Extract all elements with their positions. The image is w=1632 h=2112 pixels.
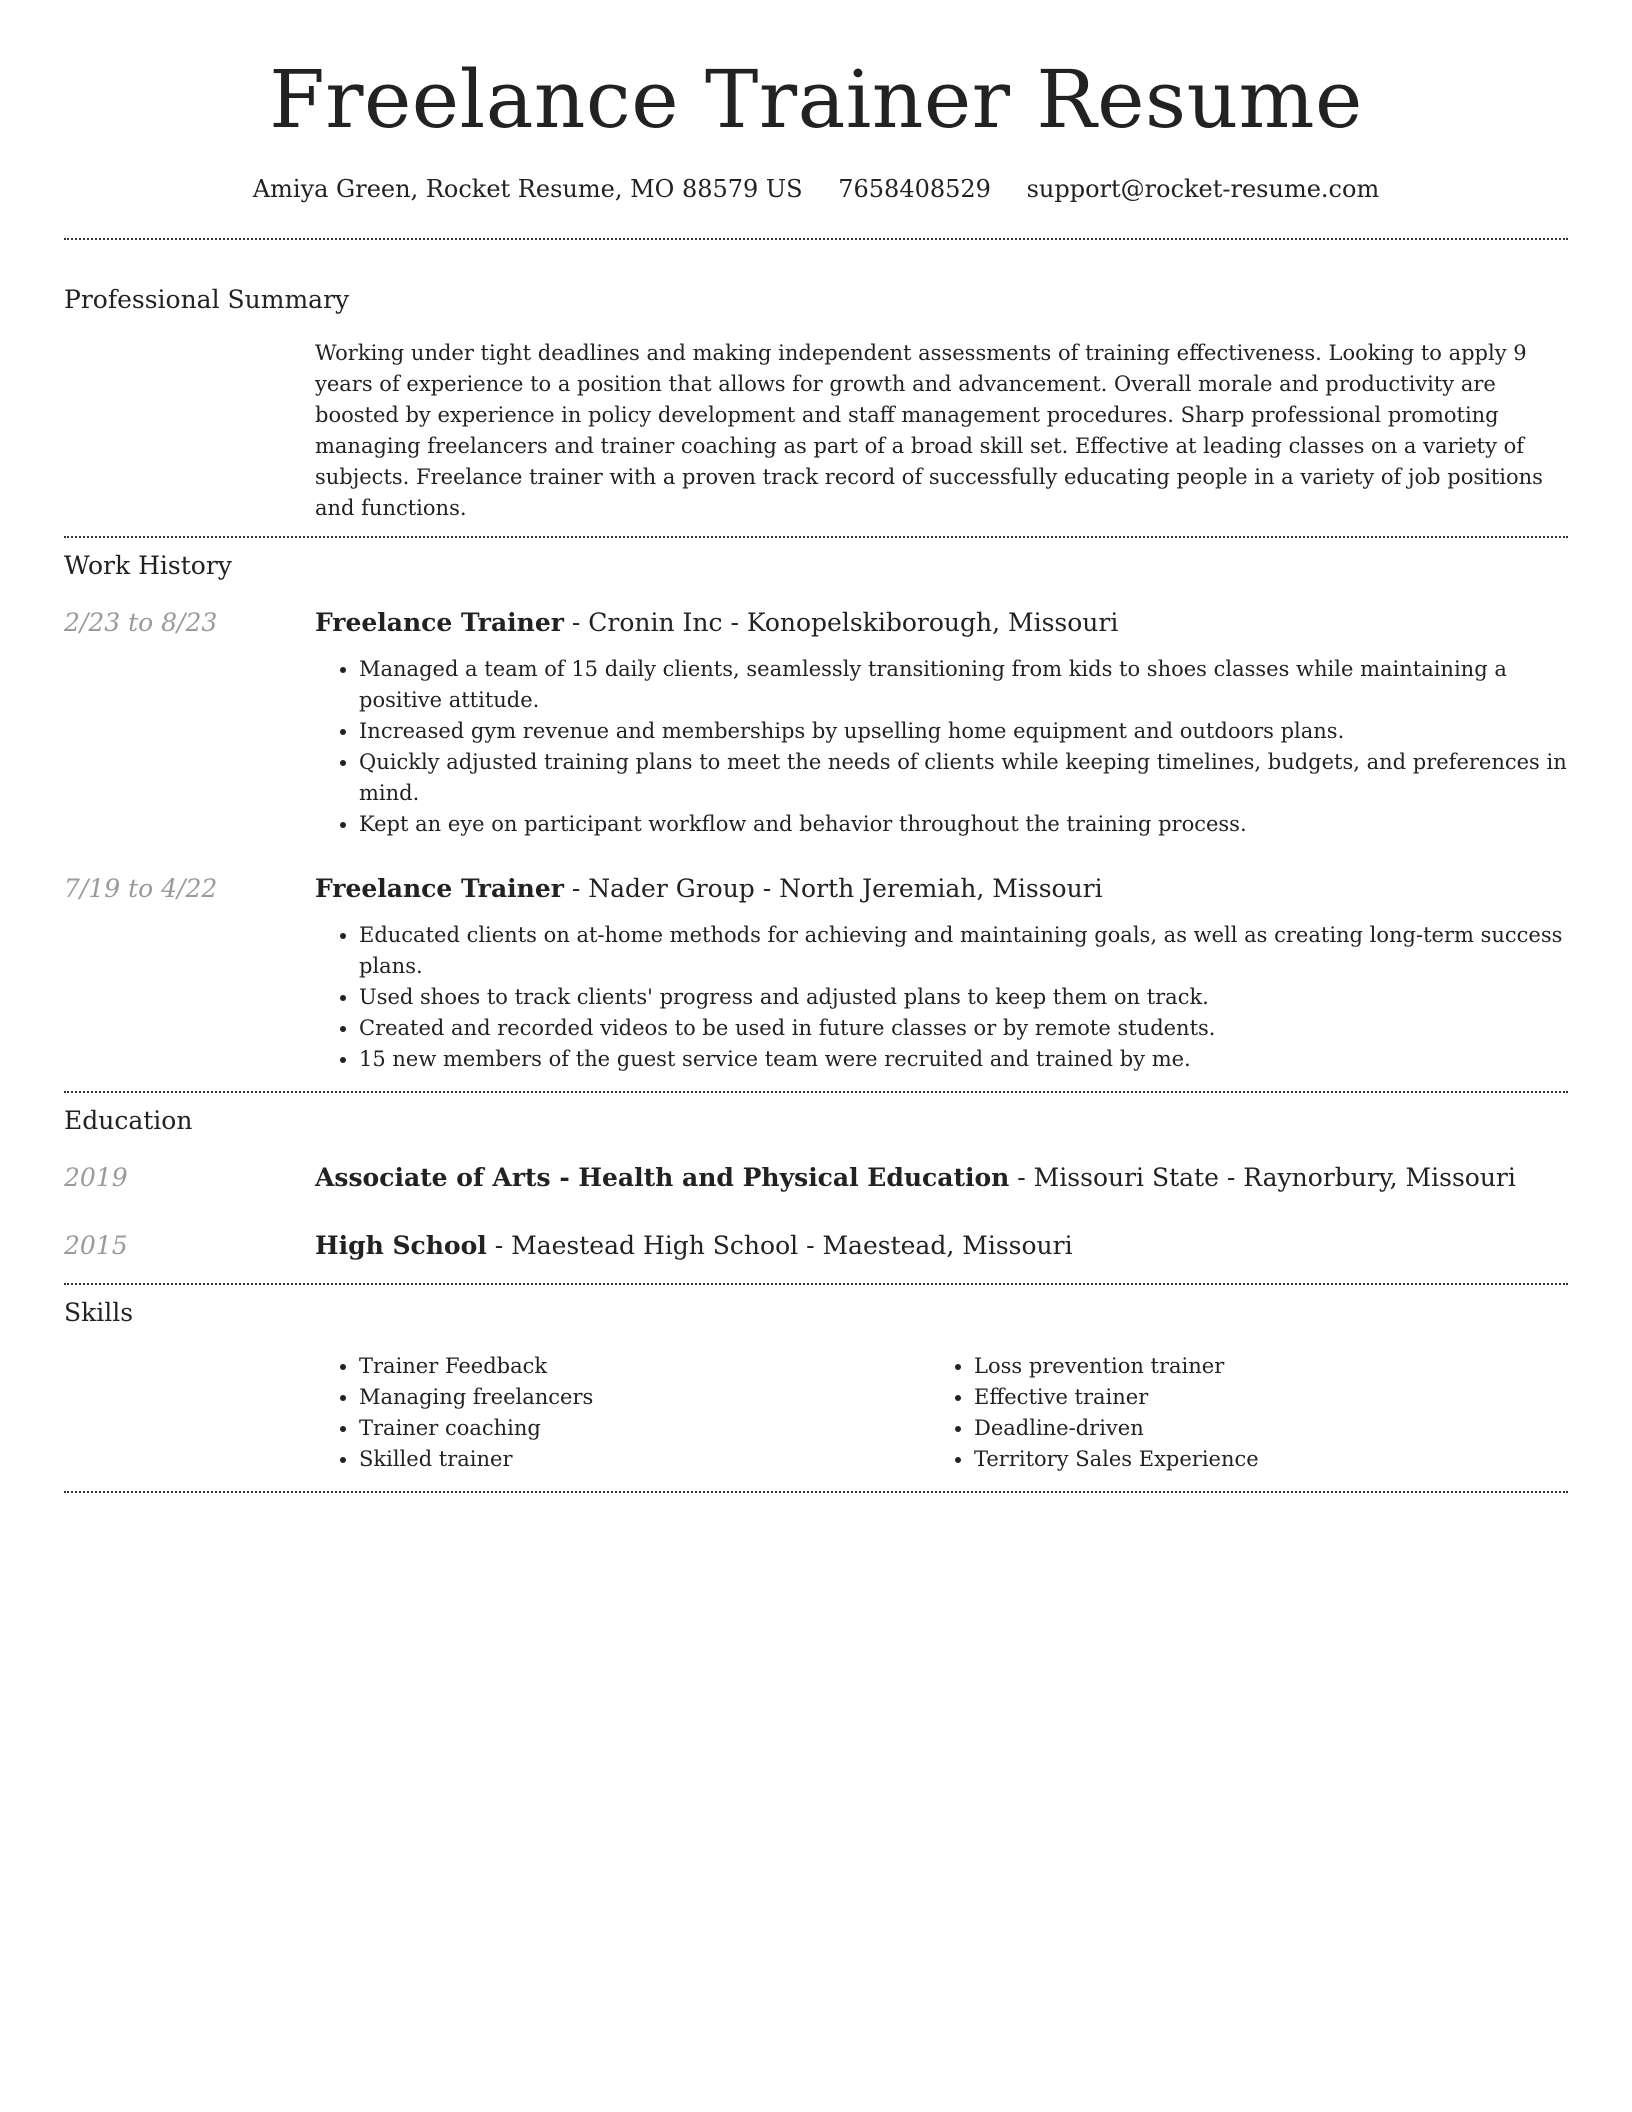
job-details: - Nader Group - North Jeremiah, Missouri (563, 874, 1103, 903)
skills-column-left (315, 1351, 930, 1475)
education-section (64, 1105, 1568, 1263)
summary-text: Working under tight deadlines and making independent assessments of training effectiveness. Looking to apply 9 years of experience to a position that allows for growth and advancement. Overall morale and productivity are boosted by experience in policy development and staff management procedures. Sharp professional promoting managing freelancers and trainer coaching as part of a broad skill set. Effective at leading classes on a variety of subjects. Freelance trainer with a proven track record of successfully educating people in a variety of job positions and functions. (315, 341, 1543, 520)
contact-address: Amiya Green, Rocket Resume, MO 88579 US (252, 175, 803, 203)
summary-section (64, 284, 1568, 524)
skill-item: • Managing freelancers (359, 1382, 930, 1413)
skills-list (315, 1351, 930, 1475)
skill-item: • Effective trainer (974, 1382, 1545, 1413)
education-degree: Associate of Arts - Health and Physical Education (315, 1163, 1010, 1192)
job-bullet: • Managed a team of 15 daily clients, seamlessly transitioning from kids to shoes classes while maintaining a positive attitude. (359, 654, 1568, 716)
job-bullet: • 15 new members of the guest service team were recruited and trained by me. (359, 1044, 1568, 1075)
job-bullet: • Used shoes to track clients' progress and adjusted plans to keep them on track. (359, 982, 1568, 1013)
education-year: 2015 (64, 1231, 128, 1260)
education-details: - Maestead High School - Maestead, Missouri (486, 1231, 1073, 1260)
skills-list (930, 1351, 1545, 1475)
skills-section (64, 1297, 1568, 1475)
skill-item: • Territory Sales Experience (974, 1444, 1545, 1475)
job-dates: 7/19 to 4/22 (64, 874, 218, 903)
skills-grid (315, 1351, 1568, 1475)
job-dates: 2/23 to 8/23 (64, 608, 218, 637)
job-title: Freelance Trainer (315, 608, 564, 637)
job-bullet: • Educated clients on at-home methods for achieving and maintaining goals, as well as creating long-term success plans. (359, 920, 1568, 982)
job-heading (315, 606, 1568, 640)
skill-item: • Loss prevention trainer (974, 1351, 1545, 1382)
summary-heading: Professional Summary (64, 285, 350, 314)
work-section (64, 550, 1568, 1075)
education-entry (64, 1229, 1568, 1263)
divider (64, 1491, 1568, 1493)
divider (64, 238, 1568, 240)
work-heading: Work History (64, 551, 232, 580)
job-entry (64, 872, 1568, 1075)
skill-item: • Deadline-driven (974, 1413, 1545, 1444)
divider (64, 536, 1568, 538)
job-bullet: • Kept an eye on participant workflow and behavior throughout the training process. (359, 809, 1568, 840)
resume-title: Freelance Trainer Resume (269, 53, 1363, 146)
job-heading (315, 872, 1568, 906)
education-heading: Education (64, 1106, 193, 1135)
contact-line (64, 174, 1568, 204)
education-year: 2019 (64, 1163, 128, 1192)
education-heading-line (315, 1229, 1568, 1263)
education-degree: High School (315, 1231, 487, 1260)
education-heading-line (315, 1161, 1568, 1195)
divider (64, 1283, 1568, 1285)
job-details: - Cronin Inc - Konopelskiborough, Missouri (563, 608, 1119, 637)
contact-phone: 7658408529 (838, 175, 991, 203)
skills-column-right (930, 1351, 1545, 1475)
job-bullet: • Quickly adjusted training plans to meet the needs of clients while keeping timelines, budgets, and preferences in mind. (359, 747, 1568, 809)
education-entry (64, 1161, 1568, 1195)
education-details: - Missouri State - Raynorbury, Missouri (1009, 1163, 1516, 1192)
job-bullets (315, 920, 1568, 1075)
job-title: Freelance Trainer (315, 874, 564, 903)
skill-item: • Skilled trainer (359, 1444, 930, 1475)
job-bullets (315, 654, 1568, 840)
skill-item: • Trainer coaching (359, 1413, 930, 1444)
contact-email: support@rocket-resume.com (1026, 175, 1380, 203)
skill-item: • Trainer Feedback (359, 1351, 930, 1382)
divider (64, 1091, 1568, 1093)
job-bullet: • Increased gym revenue and memberships by upselling home equipment and outdoors plans. (359, 716, 1568, 747)
job-bullet: • Created and recorded videos to be used in future classes or by remote students. (359, 1013, 1568, 1044)
job-entry (64, 606, 1568, 840)
resume-page (64, 0, 1568, 1493)
skills-heading: Skills (64, 1298, 134, 1327)
